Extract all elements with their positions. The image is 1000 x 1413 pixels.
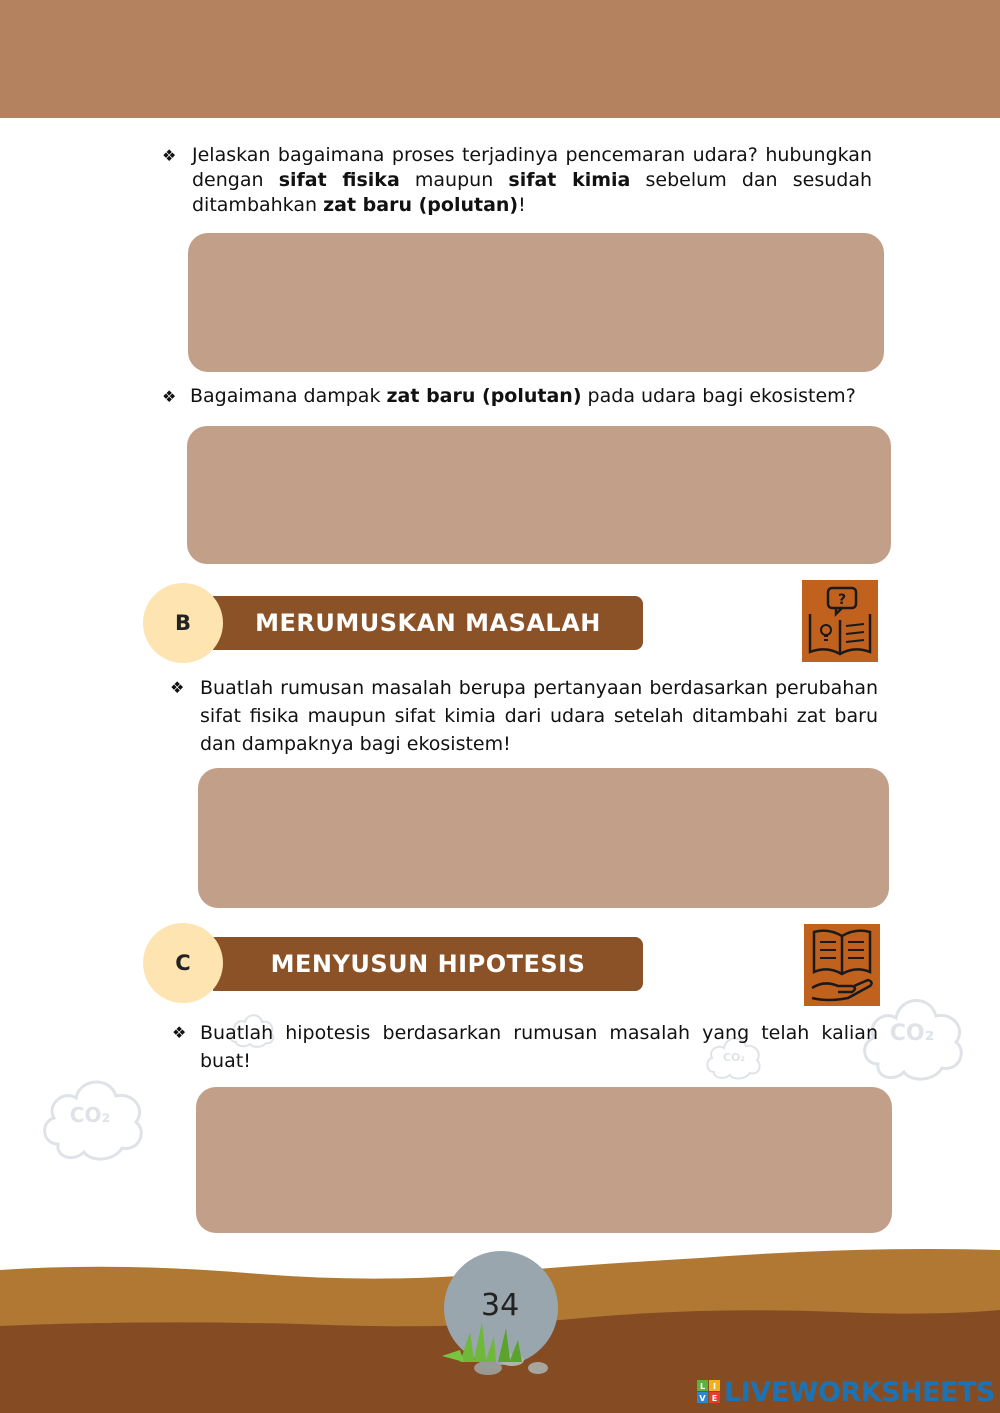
svg-text:L: L bbox=[699, 1382, 706, 1391]
cloud-label: CO₂ bbox=[69, 1103, 111, 1127]
liveworksheets-logo-mark bbox=[697, 1380, 721, 1404]
question-1 bbox=[162, 143, 872, 218]
svg-text:I: I bbox=[713, 1382, 716, 1391]
co2-cloud-left bbox=[38, 1066, 150, 1164]
section-b-text: Buatlah rumusan masalah berupa pertanyaan berdasarkan perubahan sifat fisika maupun sifat kimia dari udara setelah ditambahi zat baru dan dampaknya bagi ekosistem! bbox=[200, 677, 878, 755]
bullet-icon: ❖ bbox=[162, 387, 177, 406]
section-b-instruction bbox=[170, 674, 880, 758]
section-c-badge: C bbox=[143, 923, 223, 1003]
answer-box-4[interactable] bbox=[196, 1087, 892, 1233]
question-2-text: Bagaimana dampak zat baru (polutan) pada udara bagi ekosistem? bbox=[190, 385, 856, 407]
hand-book-icon bbox=[804, 924, 880, 1006]
answer-box-3[interactable] bbox=[198, 768, 889, 908]
section-c-text: Buatlah hipotesis berdasarkan rumusan masalah yang telah kalian buat! bbox=[200, 1022, 878, 1072]
cloud-label: CO₂ bbox=[889, 1021, 935, 1046]
bullet-icon: ❖ bbox=[170, 678, 185, 697]
question-1-text: Jelaskan bagaimana proses terjadinya pencemaran udara? hubungkan dengan sifat fisika maupun sifat kimia sebelum dan sesudah ditambahkan zat baru (polutan)! bbox=[192, 144, 873, 216]
section-c-title: MENYUSUN HIPOTESIS bbox=[213, 937, 643, 991]
liveworksheets-logo bbox=[697, 1377, 995, 1407]
svg-text:?: ? bbox=[837, 592, 847, 608]
question-2 bbox=[162, 384, 882, 412]
liveworksheets-logo-text: LIVEWORKSHEETS bbox=[724, 1376, 995, 1408]
answer-box-1[interactable] bbox=[188, 233, 884, 372]
section-b-badge: B bbox=[143, 583, 223, 663]
svg-text:E: E bbox=[711, 1394, 718, 1403]
cloud-label: CO₂ bbox=[722, 1051, 746, 1064]
section-b-title: MERUMUSKAN MASALAH bbox=[213, 596, 643, 650]
svg-text:V: V bbox=[699, 1394, 706, 1403]
book-question-icon bbox=[802, 580, 878, 662]
section-c-instruction bbox=[172, 1019, 880, 1075]
bullet-icon: ❖ bbox=[162, 146, 177, 165]
bullet-icon: ❖ bbox=[172, 1023, 187, 1042]
answer-box-2[interactable] bbox=[187, 426, 891, 564]
header-band bbox=[0, 0, 1000, 118]
page-number: 34 bbox=[481, 1288, 520, 1323]
